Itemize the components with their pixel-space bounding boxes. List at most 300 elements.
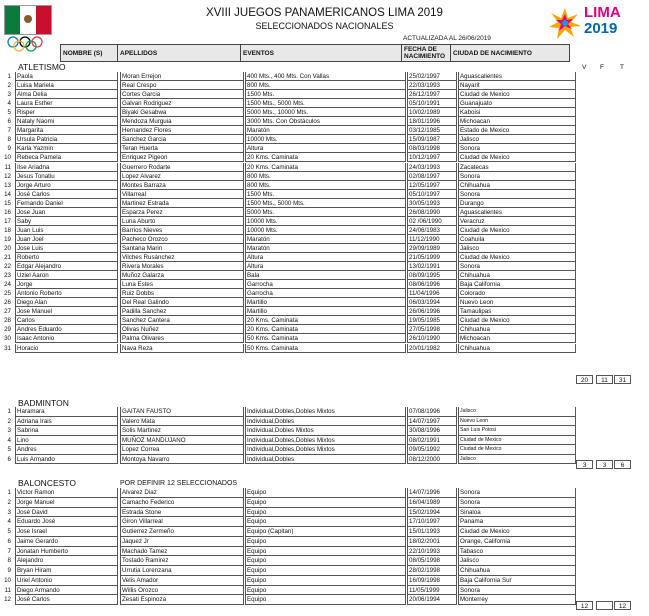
table-row [0,135,649,144]
table-row [0,172,649,181]
events-cell: 20 Kms. Caminata [245,325,406,334]
row-number: 21 [4,254,11,261]
events-cell: 50 Kms. Caminata [245,344,406,353]
birth-city-cell: Coahuila [458,235,576,244]
updated-date: ACTUALIZADA AL 26/06/2019 [403,35,491,42]
col-birth-city: CIUDAD DE NACIMIENTO [451,45,570,62]
events-cell: Equipo [245,547,406,557]
birth-city-cell: Nuevo Leon [458,298,576,307]
row-number: 18 [4,226,11,234]
events-cell: Equipo [245,556,406,566]
birth-city-cell: Jalisco [458,135,576,144]
name-cell: Sabrina [15,426,118,436]
table-row [0,253,649,262]
name-cell: Nataly Naomi [15,117,118,126]
name-cell: Lino [15,436,118,446]
row-number: 26 [4,299,11,307]
events-cell: Maratón [245,235,406,244]
row-number: 1 [7,408,11,415]
table-row [0,417,649,427]
section-title-baloncesto: BALONCESTO [18,478,76,488]
surname-cell: Urrutia Lorenzana [120,566,244,576]
table-row [0,344,649,353]
birth-city-cell: Veracruz [458,217,576,226]
birth-city-cell: Ciudad de Mexico [458,153,576,162]
name-cell: Uriel Antonio [15,576,118,586]
surname-cell: Padilla Sanchez [120,307,244,316]
birth-city-cell: Sonora [458,586,576,596]
birth-city-cell: Tabasco [458,547,576,557]
surname-cell: Luna Aburto [120,217,244,226]
row-number: 3 [7,427,11,434]
row-number: 28 [4,317,11,325]
name-cell: Haramara [15,407,118,417]
birth-date-cell: 16/09/1998 [407,576,457,586]
row-number: 10 [4,576,11,584]
surname-cell: Martinez Estrada [120,199,244,208]
name-cell: Juan Joel [15,235,118,244]
surname-cell: Willis Orozco [120,586,244,596]
row-number: 6 [7,537,11,545]
birth-city-cell: Chihuahua [458,344,576,353]
surname-cell: Muñoz Galarza [120,271,244,280]
surname-cell: Montes Barraza [120,181,244,190]
birth-date-cell: 26/10/1990 [407,334,457,343]
events-cell: Equipo [245,576,406,586]
birth-date-cell: 24/03/1993 [407,163,457,172]
table-row [0,280,649,289]
events-cell: Individual,Dobles,Dobles Mixtos [245,445,406,455]
name-cell: Roberto [15,253,118,262]
birth-city-cell: Ciudad de Mexico [458,90,576,99]
table-row [0,244,649,253]
birth-date-cell: 26/06/1996 [407,307,457,316]
row-number: 3 [7,91,11,99]
row-number: 11 [4,163,11,171]
name-cell: Jorge Manuel [15,498,118,508]
name-cell: Bryan Hiram [15,566,118,576]
birth-city-cell: Sonora [458,262,576,271]
row-number: 9 [7,145,11,153]
birth-date-cell: 20/06/1994 [407,595,457,605]
vft-t: T [620,64,624,71]
row-number: 8 [7,557,11,565]
lima-2019-logo [548,4,644,44]
birth-city-cell: Jalisco [458,244,576,253]
row-number: 8 [7,136,11,144]
table-row [0,126,649,135]
events-cell: 1500 Mts., 5000 Mts. [245,99,406,108]
birth-city-cell: Jalisco [458,556,576,566]
events-cell: Martillo [245,298,406,307]
surname-cell: Alvarez Diaz [120,488,244,498]
name-cell: Jorge [15,280,118,289]
surname-cell: Sanchez Garcia [120,135,244,144]
table-row [0,556,649,566]
table-row [0,190,649,199]
birth-city-cell: Orange, California [458,537,576,547]
name-cell: José Carlos [15,595,118,605]
surname-cell: Guerrero Rodarte [120,163,244,172]
events-cell: Individual,Dobles [245,417,406,427]
birth-city-cell: Kaboisi [458,108,576,117]
name-cell: Carlos [15,316,118,325]
birth-date-cell: 11/04/1996 [407,289,457,298]
birth-date-cell: 18/02/2001 [407,537,457,547]
birth-date-cell: 15/09/1987 [407,135,457,144]
name-cell: Risper [15,108,118,117]
name-cell: Eduardo José [15,517,118,527]
events-cell: Equipo [245,488,406,498]
name-cell: Saby [15,217,118,226]
birth-date-cell: 19/05/1985 [407,316,457,325]
row-number: 23 [4,272,11,280]
total-t: 31 [614,375,631,384]
table-row [0,488,649,498]
name-cell: Jose Juan [15,208,118,217]
table-row [0,81,649,90]
section-title-atletismo: ATLETISMO [18,62,66,72]
birth-date-cell: 10/02/1989 [407,108,457,117]
table-row [0,289,649,298]
birth-city-cell: Michoacan [458,334,576,343]
table-row [0,595,649,605]
total-f: 11 [596,375,613,384]
name-cell: Uziel Aaron [15,271,118,280]
row-number: 4 [7,518,11,526]
table-row [0,436,649,446]
col-name: NOMBRE (S) [61,45,118,62]
events-cell: 800 Mts. [245,172,406,181]
row-number: 27 [4,308,11,316]
table-row [0,235,649,244]
birth-city-cell: Jalisco [458,455,576,465]
row-number: 5 [7,109,11,117]
table-row [0,537,649,547]
table-row [0,576,649,586]
col-birth-date: FECHA DE NACIMIENTO [402,45,451,62]
birth-city-cell: Monterrey [458,595,576,605]
name-cell: Rebeca Pamela [15,153,118,162]
name-cell: Jesus Tonatiu [15,172,118,181]
birth-city-cell: Durango [458,199,576,208]
surname-cell: Cortes Garcia [120,90,244,99]
table-row [0,566,649,576]
surname-cell: Hernandez Flores [120,126,244,135]
birth-date-cell: 08/02/1991 [407,436,457,446]
birth-date-cell: 05/10/1991 [407,99,457,108]
name-cell: Luis Armando [15,455,118,465]
surname-cell: Lopez Alvarez [120,172,244,181]
birth-date-cell: 09/05/1992 [407,445,457,455]
birth-date-cell: 13/02/1991 [407,262,457,271]
events-cell: Altura [245,253,406,262]
events-cell: Altura [245,262,406,271]
events-cell: 20 Kms. Caminata [245,153,406,162]
events-cell: 50 Kms. Caminata [245,334,406,343]
surname-cell: Jaquez Jr [120,537,244,547]
birth-city-cell: Michoacan [458,117,576,126]
birth-city-cell: Ciudad de Mexico [458,253,576,262]
events-cell: 1500 Mts. [245,90,406,99]
birth-date-cell: 30/08/1996 [407,426,457,436]
vft-v: V [582,64,587,71]
birth-city-cell: Zacatecas [458,163,576,172]
birth-city-cell: Sonora [458,172,576,181]
birth-date-cell: 02/08/1997 [407,172,457,181]
surname-cell: Zesati Espinoza [120,595,244,605]
birth-date-cell: 08/12/2000 [407,455,457,465]
table-row [0,334,649,343]
birth-city-cell: Aguascalientes [458,72,576,81]
total-f [596,601,613,610]
vft-f: F [600,64,604,71]
birth-city-cell: Colorado [458,289,576,298]
events-cell: 20 Kms. Caminata [245,316,406,325]
birth-date-cell: 17/10/1997 [407,517,457,527]
surname-cell: Tostado Ramirez [120,556,244,566]
events-cell: Altura [245,144,406,153]
surname-cell: Galvan Rodriguez [120,99,244,108]
row-number: 6 [7,455,11,463]
logo-lima-text: LIMA [584,4,621,21]
birth-city-cell: Guanajuato [458,99,576,108]
row-number: 1 [7,73,11,80]
birth-city-cell: Chihuahua [458,181,576,190]
table-row [0,153,649,162]
surname-cell: Velis Amador [120,576,244,586]
birth-date-cell: 08/03/1998 [407,144,457,153]
name-cell: Ursula Patricia [15,135,118,144]
table-row [0,72,649,81]
birth-city-cell: Jalisco [458,407,576,417]
row-number: 20 [4,244,11,252]
table-row [0,455,649,465]
events-cell: Maratón [245,244,406,253]
total-t: 12 [614,601,631,610]
surname-cell: Camacho Federico [120,498,244,508]
table-row [0,99,649,108]
table-row [0,163,649,172]
surname-cell: Solis Martinez [120,426,244,436]
row-number: 12 [4,596,11,604]
events-cell: 1500 Mts. [245,190,406,199]
table-row [0,226,649,235]
total-f: 3 [596,460,613,469]
row-number: 9 [7,567,11,574]
row-number: 4 [7,100,11,108]
table-row [0,271,649,280]
birth-date-cell: 22/10/1993 [407,547,457,557]
row-number: 17 [4,217,11,225]
name-cell: Jorge Arturo [15,181,118,190]
table-row [0,517,649,527]
birth-date-cell: 14/07/1996 [407,488,457,498]
birth-date-cell: 11/12/1990 [407,235,457,244]
row-number: 2 [7,82,11,90]
row-number: 15 [4,199,11,207]
row-number: 25 [4,290,11,298]
name-cell: Andres Eduardo [15,325,118,334]
page-title: XVIII JUEGOS PANAMERICANOS LIMA 2019 [206,7,443,19]
events-cell: 1500 Mts., 5000 Mts. [245,199,406,208]
logo-year-text: 2019 [584,20,618,37]
birth-date-cell: 18/01/1996 [407,117,457,126]
surname-cell: Santana Marin [120,244,244,253]
page-subtitle: SELECCIONADOS NACIONALES [255,21,394,31]
events-cell: Garrocha [245,280,406,289]
events-cell: Bala [245,271,406,280]
name-cell: Alma Delia [15,90,118,99]
name-cell: Adriana Irais [15,417,118,427]
events-cell: Equipo [245,508,406,518]
surname-cell: Estrada Stone [120,508,244,518]
name-cell: Jose Luis [15,244,118,253]
table-row [0,426,649,436]
section-title-badminton: BADMINTON [18,398,69,408]
surname-cell: Vilches Rusánchez [120,253,244,262]
table-row [0,90,649,99]
birth-date-cell: 06/03/1994 [407,298,457,307]
birth-date-cell: 20/01/1982 [407,344,457,353]
birth-city-cell: Sinaloa [458,508,576,518]
birth-city-cell: Nayarit [458,81,576,90]
birth-city-cell: Ciudad de Mexico [458,226,576,235]
birth-city-cell: Chihuahua [458,325,576,334]
events-cell: 800 Mts. [245,181,406,190]
table-row [0,108,649,117]
row-number: 29 [4,326,11,334]
birth-city-cell: Chihuahua [458,271,576,280]
surname-cell: Giron Villarreal [120,517,244,527]
row-number: 12 [4,172,11,180]
birth-date-cell: 14/07/1997 [407,417,457,427]
name-cell: Antonio Roberto [15,289,118,298]
surname-cell: Lopez Correa [120,445,244,455]
row-number: 14 [4,190,11,198]
events-cell: Maratón [245,126,406,135]
row-number: 24 [4,281,11,289]
birth-city-cell: Sonora [458,144,576,153]
birth-city-cell: Sonora [458,488,576,498]
table-row [0,208,649,217]
birth-date-cell: 12/05/1997 [407,181,457,190]
events-cell: Equipo (Capitan) [245,527,406,537]
table-row [0,217,649,226]
surname-cell: Machado Tamez [120,547,244,557]
surname-cell: Mendoza Murguia [120,117,244,126]
total-v: 20 [576,375,593,384]
row-number: 1 [7,489,11,496]
name-cell: Alejandro [15,556,118,566]
birth-date-cell: 15/01/1993 [407,527,457,537]
row-number: 4 [7,436,11,444]
birth-date-cell: 30/05/1993 [407,199,457,208]
events-cell: Equipo [245,537,406,547]
birth-date-cell: 11/05/1999 [407,586,457,596]
birth-date-cell: 26/08/1990 [407,208,457,217]
events-cell: 10000 Mts. [245,217,406,226]
name-cell: Jose Israel [15,527,118,537]
name-cell: Karla Yazmin [15,144,118,153]
table-row [0,307,649,316]
birth-city-cell: Aguascalientes [458,208,576,217]
events-cell: Equipo [245,498,406,508]
events-cell: Individual,Dobles [245,455,406,465]
row-number: 2 [7,417,11,425]
surname-cell: Esparza Perez [120,208,244,217]
events-cell: 5000 Mts. [245,208,406,217]
birth-city-cell: Ciudad de Mexico [458,316,576,325]
events-cell: 10000 Mts. [245,135,406,144]
birth-date-cell: 25/02/1997 [407,72,457,81]
events-cell: Equipo [245,566,406,576]
surname-cell: Del Real Galindo [120,298,244,307]
name-cell: Luisa Mariela [15,81,118,90]
events-cell: 3000 Mts. Con Obstáculos [245,117,406,126]
col-events: EVENTOS [241,45,402,62]
birth-date-cell: 27/05/1998 [407,325,457,334]
birth-city-cell: Tamaulipas [458,307,576,316]
lima-sun-icon [548,6,582,42]
table-row [0,547,649,557]
birth-date-cell: 24/06/1983 [407,226,457,235]
events-cell: 20 Kms. Caminata [245,163,406,172]
column-header [60,44,570,62]
events-cell: 800 Mts. [245,81,406,90]
table-row [0,498,649,508]
table-row [0,508,649,518]
surname-cell: Rivera Morales [120,262,244,271]
surname-cell: Olivas Nuñez [120,325,244,334]
row-number: 31 [4,344,11,352]
birth-city-cell: San Luis Potosi [458,426,576,436]
row-number: 11 [4,586,11,594]
events-cell: Individual,Dobles,Dobles Mixtos [245,407,406,417]
table-row [0,199,649,208]
table-row [0,325,649,334]
birth-date-cell: 21/05/1999 [407,253,457,262]
surname-cell: Gutierrez Zermeño [120,527,244,537]
events-cell: Garrocha [245,289,406,298]
col-surname: APELLIDOS [118,45,241,62]
table-row [0,298,649,307]
name-cell: Andres [15,445,118,455]
birth-date-cell: 07/08/1996 [407,407,457,417]
birth-city-cell: Chihuahua [458,566,576,576]
name-cell: José Carlos [15,190,118,199]
birth-date-cell: 29/09/1989 [407,244,457,253]
events-cell: Martillo [245,307,406,316]
birth-date-cell: 10/12/1997 [407,153,457,162]
events-cell: Equipo [245,595,406,605]
table-row [0,181,649,190]
surname-cell: Valero Mata [120,417,244,427]
name-cell: José David [15,508,118,518]
surname-cell: Montoya Navarro [120,455,244,465]
birth-date-cell: 22/03/1993 [407,81,457,90]
events-cell: Equipo [245,586,406,596]
events-cell: Individual,Dobles Mixtos [245,426,406,436]
birth-city-cell: Estado de Mexico [458,126,576,135]
row-number: 13 [4,181,11,189]
birth-city-cell: Panama [458,517,576,527]
birth-date-cell: 05/10/1997 [407,190,457,199]
surname-cell: Pacheco Orozco [120,235,244,244]
name-cell: Juan Luis [15,226,118,235]
surname-cell: MUÑOZ MANDUJANO [120,436,244,446]
birth-city-cell: Sonora [458,498,576,508]
